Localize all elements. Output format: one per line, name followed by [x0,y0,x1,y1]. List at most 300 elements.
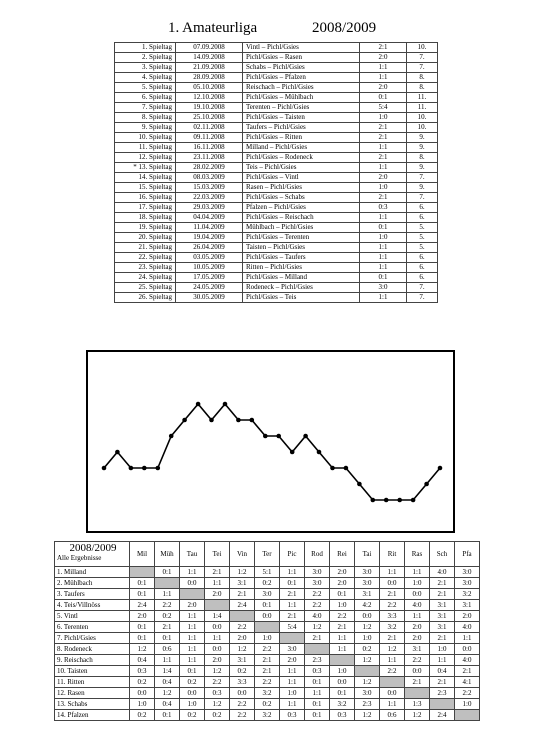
matrix-result-cell: 0:2 [180,710,205,721]
fixture-pos: 8. [407,83,438,93]
matrix-result-cell: 2:1 [305,633,330,644]
matrix-result-cell: 3:0 [280,644,305,655]
table-row [115,53,438,63]
table-row [115,123,438,133]
matrix-result-cell: 1:2 [230,644,255,655]
matrix-result-cell: 1:1 [280,600,305,611]
matrix-result-cell: 2:1 [430,578,455,589]
fixture-date: 28.02.2009 [176,163,243,173]
matrix-self-cell [305,644,330,655]
fixture-match: Pichl/Gsies – Taufers [243,253,360,263]
matrix-result-cell: 3:2 [380,622,405,633]
matrix-result-cell: 0:4 [130,655,155,666]
fixture-date: 23.11.2008 [176,153,243,163]
table-row [55,699,480,710]
fixture-score: 1:1 [360,243,407,253]
table-row [115,93,438,103]
matrix-row-team: 8. Rodeneck [55,644,130,655]
matrix-result-cell: 1:0 [405,578,430,589]
matrix-result-cell: 3:0 [305,567,330,578]
matrix-result-cell: 0:1 [130,622,155,633]
fixture-date: 10.05.2009 [176,263,243,273]
matrix-result-cell: 2:0 [205,655,230,666]
matrix-column-header: Tei [205,542,230,567]
matrix-result-cell: 3:2 [330,699,355,710]
matrix-result-cell: 0:1 [155,710,180,721]
fixture-match: Pichl/Gsies – Ritten [243,133,360,143]
fixture-round: 4. Spieltag [115,73,176,83]
fixture-match: Milland – Pichl/Gsies [243,143,360,153]
fixture-match: Pichl/Gsies – Milland [243,273,360,283]
matrix-result-cell: 2:2 [205,677,230,688]
matrix-result-cell: 2:2 [230,622,255,633]
matrix-result-cell: 1:1 [330,644,355,655]
data-point [182,418,187,423]
fixture-score: 1:0 [360,183,407,193]
fixture-date: 22.03.2009 [176,193,243,203]
table-row [115,143,438,153]
fixture-match: Reischach – Pichl/Gsies [243,83,360,93]
matrix-row-team: 13. Schabs [55,699,130,710]
matrix-result-cell: 1:2 [130,644,155,655]
fixture-match: Pichl/Gsies – Teis [243,293,360,303]
matrix-result-cell: 2:2 [330,611,355,622]
fixture-score: 1:1 [360,63,407,73]
fixture-pos: 11. [407,103,438,113]
matrix-result-cell: 0:0 [230,688,255,699]
fixture-score: 0:1 [360,273,407,283]
matrix-result-cell: 2:1 [380,589,405,600]
matrix-result-cell: 2:1 [455,666,480,677]
matrix-result-cell: 0:0 [205,644,230,655]
matrix-result-cell: 2:0 [205,589,230,600]
fixture-score: 0:3 [360,203,407,213]
matrix-result-cell: 0:2 [255,699,280,710]
fixture-match: Pichl/Gsies – Terenten [243,233,360,243]
data-point [115,450,120,455]
fixture-date: 11.04.2009 [176,223,243,233]
position-chart [86,350,455,533]
fixture-score: 2:1 [360,43,407,53]
matrix-result-cell: 0:1 [255,600,280,611]
fixture-score: 1:0 [360,113,407,123]
matrix-result-cell: 0:0 [180,688,205,699]
matrix-column-header: Ras [405,542,430,567]
fixture-date: 21.09.2008 [176,63,243,73]
matrix-result-cell: 2:0 [180,600,205,611]
matrix-self-cell [455,710,480,721]
table-row [55,578,480,589]
matrix-column-header: Tau [180,542,205,567]
data-point [276,434,281,439]
fixture-round: 24. Spieltag [115,273,176,283]
matrix-column-header: Vin [230,542,255,567]
fixture-match: Vintl – Pichl/Gsies [243,43,360,53]
fixture-pos: 7. [407,53,438,63]
fixture-score: 1:1 [360,163,407,173]
matrix-row-team: 12. Rasen [55,688,130,699]
matrix-column-header: Ter [255,542,280,567]
table-row [115,73,438,83]
matrix-result-cell: 2:1 [155,622,180,633]
matrix-result-cell: 0:2 [130,710,155,721]
fixture-date: 19.10.2008 [176,103,243,113]
matrix-result-cell: 1:4 [205,611,230,622]
table-row [55,677,480,688]
matrix-self-cell [330,655,355,666]
table-row [55,710,480,721]
fixture-pos: 10. [407,113,438,123]
data-point [384,498,389,503]
fixture-score: 1:1 [360,263,407,273]
table-row [115,183,438,193]
matrix-result-cell: 1:2 [355,655,380,666]
matrix-result-cell: 0:1 [155,567,180,578]
matrix-result-cell: 0:1 [180,666,205,677]
matrix-result-cell: 2:1 [430,677,455,688]
matrix-result-cell: 2:2 [455,688,480,699]
fixture-pos: 7. [407,293,438,303]
table-row [55,633,480,644]
matrix-result-cell: 0:1 [280,578,305,589]
matrix-result-cell: 3:0 [455,567,480,578]
matrix-row-team: 9. Reischach [55,655,130,666]
table-row [115,273,438,283]
fixture-pos: 6. [407,213,438,223]
matrix-result-cell: 2:3 [355,699,380,710]
matrix-result-cell: 1:1 [180,567,205,578]
matrix-self-cell [280,633,305,644]
fixture-round: 8. Spieltag [115,113,176,123]
matrix-result-cell: 1:0 [455,699,480,710]
data-point [142,466,147,471]
table-row [115,133,438,143]
matrix-result-cell: 2:4 [430,710,455,721]
matrix-result-cell: 0:4 [430,666,455,677]
matrix-result-cell: 0:4 [155,677,180,688]
fixture-pos: 7. [407,283,438,293]
matrix-result-cell: 0:6 [380,710,405,721]
matrix-result-cell: 0:3 [330,710,355,721]
matrix-result-cell: 2:0 [230,633,255,644]
fixture-score: 1:0 [360,233,407,243]
season-title: 2008/2009 [312,20,377,36]
matrix-result-cell: 3:3 [380,611,405,622]
fixture-pos: 7. [407,193,438,203]
fixture-round: * 13. Spieltag [115,163,176,173]
data-point [344,466,349,471]
data-point [424,482,429,487]
fixture-round: 14. Spieltag [115,173,176,183]
matrix-result-cell: 1:0 [330,666,355,677]
matrix-result-cell: 2:1 [255,655,280,666]
matrix-result-cell: 1:1 [405,567,430,578]
matrix-result-cell: 0:1 [305,699,330,710]
fixture-score: 3:0 [360,283,407,293]
data-point [196,402,201,407]
matrix-result-cell: 1:1 [305,688,330,699]
data-point [250,418,255,423]
matrix-result-cell: 3:0 [355,688,380,699]
fixture-round: 2. Spieltag [115,53,176,63]
fixture-match: Pichl/Gsies – Vintl [243,173,360,183]
fixture-score: 1:1 [360,143,407,153]
table-row [55,600,480,611]
matrix-row-team: 14. Pfalzen [55,710,130,721]
fixture-match: Terenten – Pichl/Gsies [243,103,360,113]
matrix-column-header: Rei [330,542,355,567]
data-point [236,418,241,423]
matrix-result-cell: 2:2 [255,644,280,655]
data-point [290,450,295,455]
matrix-result-cell: 1:1 [380,655,405,666]
matrix-subtitle: Alle Ergebnisse [57,554,102,562]
fixture-round: 25. Spieltag [115,283,176,293]
fixture-round: 11. Spieltag [115,143,176,153]
matrix-result-cell: 1:1 [330,633,355,644]
data-point [156,466,161,471]
matrix-result-cell: 1:2 [355,710,380,721]
matrix-column-header: Pic [280,542,305,567]
matrix-result-cell: 1:2 [355,677,380,688]
fixture-score: 5:4 [360,103,407,113]
matrix-result-cell: 3:1 [230,578,255,589]
fixture-score: 2:1 [360,133,407,143]
fixture-round: 5. Spieltag [115,83,176,93]
table-row [55,589,480,600]
matrix-row-team: 7. Pichl/Gsies [55,633,130,644]
fixture-match: Pichl/Gsies – Mühlbach [243,93,360,103]
fixture-date: 19.04.2009 [176,233,243,243]
fixture-date: 03.05.2009 [176,253,243,263]
fixture-match: Pfalzen – Pichl/Gsies [243,203,360,213]
series-line [104,404,440,500]
matrix-result-cell: 1:1 [180,611,205,622]
results-matrix [54,541,480,721]
matrix-result-cell: 2:1 [205,567,230,578]
matrix-row-team: 3. Taufers [55,589,130,600]
matrix-result-cell: 0:2 [230,666,255,677]
fixture-date: 29.03.2009 [176,203,243,213]
table-row [55,666,480,677]
fixture-pos: 9. [407,183,438,193]
matrix-result-cell: 1:1 [180,655,205,666]
fixture-pos: 6. [407,203,438,213]
data-point [357,482,362,487]
fixture-match: Teis – Pichl/Gsies [243,163,360,173]
matrix-result-cell: 1:1 [180,644,205,655]
matrix-result-cell: 1:1 [380,699,405,710]
matrix-result-cell: 2:1 [255,666,280,677]
fixture-pos: 6. [407,273,438,283]
matrix-result-cell: 3:1 [455,600,480,611]
data-point [317,450,322,455]
matrix-result-cell: 0:2 [255,578,280,589]
data-point [397,498,402,503]
matrix-result-cell: 0:0 [130,688,155,699]
fixture-pos: 5. [407,233,438,243]
matrix-result-cell: 0:1 [330,688,355,699]
fixture-round: 26. Spieltag [115,293,176,303]
matrix-result-cell: 3:2 [255,688,280,699]
matrix-result-cell: 1:4 [155,666,180,677]
table-row [115,193,438,203]
table-row [115,293,438,303]
matrix-result-cell: 4:0 [305,611,330,622]
matrix-row-team: 6. Terenten [55,622,130,633]
matrix-result-cell: 1:1 [155,589,180,600]
matrix-result-cell: 0:1 [130,578,155,589]
matrix-result-cell: 0:6 [155,644,180,655]
fixture-match: Pichl/Gsies – Rasen [243,53,360,63]
matrix-result-cell: 2:1 [405,677,430,688]
matrix-result-cell: 1:2 [205,666,230,677]
fixture-pos: 11. [407,93,438,103]
fixture-round: 19. Spieltag [115,223,176,233]
fixture-date: 12.10.2008 [176,93,243,103]
fixture-match: Mühlbach – Pichl/Gsies [243,223,360,233]
matrix-column-header: Mil [130,542,155,567]
matrix-result-cell: 0:1 [130,589,155,600]
fixture-date: 04.04.2009 [176,213,243,223]
fixture-score: 1:1 [360,293,407,303]
matrix-result-cell: 1:1 [180,633,205,644]
matrix-result-cell: 0:0 [180,578,205,589]
fixture-date: 30.05.2009 [176,293,243,303]
matrix-result-cell: 1:1 [280,677,305,688]
matrix-result-cell: 4:0 [405,600,430,611]
table-row [115,103,438,113]
matrix-result-cell: 0:0 [405,666,430,677]
table-row [115,113,438,123]
fixture-pos: 9. [407,133,438,143]
matrix-result-cell: 2:3 [430,688,455,699]
matrix-column-header: Tai [355,542,380,567]
fixture-score: 1:1 [360,253,407,263]
matrix-result-cell: 1:1 [430,655,455,666]
fixture-date: 28.09.2008 [176,73,243,83]
fixture-round: 18. Spieltag [115,213,176,223]
matrix-result-cell: 1:2 [405,710,430,721]
matrix-result-cell: 4:0 [430,567,455,578]
table-row [55,655,480,666]
matrix-result-cell: 2:2 [305,600,330,611]
fixture-score: 1:1 [360,213,407,223]
matrix-self-cell [180,589,205,600]
matrix-result-cell: 3:3 [230,677,255,688]
fixture-round: 16. Spieltag [115,193,176,203]
fixture-match: Ritten – Pichl/Gsies [243,263,360,273]
matrix-result-cell: 3:0 [355,578,380,589]
matrix-result-cell: 1:2 [205,699,230,710]
fixture-score: 2:0 [360,83,407,93]
matrix-column-header: Müh [155,542,180,567]
matrix-result-cell: 1:0 [280,688,305,699]
matrix-result-cell: 1:3 [405,699,430,710]
fixture-pos: 5. [407,223,438,233]
matrix-result-cell: 0:2 [205,710,230,721]
fixture-round: 23. Spieltag [115,263,176,273]
fixture-pos: 5. [407,243,438,253]
matrix-result-cell: 2:2 [380,666,405,677]
matrix-result-cell: 2:2 [230,710,255,721]
data-point [102,466,107,471]
table-row [55,688,480,699]
matrix-self-cell [405,688,430,699]
fixture-score: 0:1 [360,223,407,233]
matrix-row-team: 5. Vintl [55,611,130,622]
fixture-score: 1:1 [360,73,407,83]
matrix-column-header: Sch [430,542,455,567]
fixture-match: Pichl/Gsies – Rodeneck [243,153,360,163]
matrix-result-cell: 1:2 [305,622,330,633]
data-point [223,402,228,407]
matrix-corner [55,542,130,567]
matrix-result-cell: 1:1 [280,666,305,677]
matrix-result-cell: 1:1 [280,699,305,710]
matrix-result-cell: 0:3 [205,688,230,699]
fixture-pos: 9. [407,163,438,173]
fixture-date: 05.10.2008 [176,83,243,93]
position-chart-svg [88,352,453,531]
data-point [169,434,174,439]
matrix-result-cell: 2:0 [330,578,355,589]
matrix-result-cell: 1:2 [355,622,380,633]
matrix-result-cell: 2:3 [305,655,330,666]
matrix-result-cell: 2:0 [330,567,355,578]
matrix-result-cell: 1:1 [155,655,180,666]
matrix-result-cell: 0:2 [355,644,380,655]
fixture-match: Pichl/Gsies – Schabs [243,193,360,203]
matrix-self-cell [130,567,155,578]
table-row [115,153,438,163]
table-row [115,283,438,293]
matrix-result-cell: 1:0 [430,644,455,655]
data-point [438,466,443,471]
fixture-round: 7. Spieltag [115,103,176,113]
fixture-date: 16.11.2008 [176,143,243,153]
fixtures-table [114,42,438,303]
matrix-result-cell: 0:1 [305,710,330,721]
matrix-result-cell: 2:0 [130,611,155,622]
fixture-pos: 8. [407,153,438,163]
matrix-result-cell: 4:0 [455,622,480,633]
matrix-result-cell: 2:0 [455,611,480,622]
fixture-score: 2:0 [360,173,407,183]
matrix-result-cell: 0:0 [330,677,355,688]
matrix-result-cell: 2:1 [280,589,305,600]
matrix-result-cell: 3:1 [355,589,380,600]
data-point [330,466,335,471]
matrix-result-cell: 0:0 [255,611,280,622]
matrix-result-cell: 1:1 [380,567,405,578]
matrix-result-cell: 3:1 [430,611,455,622]
fixture-round: 20. Spieltag [115,233,176,243]
fixture-pos: 7. [407,173,438,183]
matrix-self-cell [380,677,405,688]
fixture-round: 10. Spieltag [115,133,176,143]
data-point [209,418,214,423]
fixture-score: 2:1 [360,193,407,203]
matrix-result-cell: 2:2 [305,589,330,600]
matrix-result-cell: 3:1 [230,655,255,666]
matrix-result-cell: 1:1 [180,622,205,633]
matrix-result-cell: 3:1 [430,622,455,633]
table-row [115,63,438,73]
matrix-result-cell: 2:1 [230,589,255,600]
fixture-date: 14.09.2008 [176,53,243,63]
fixture-match: Rasen – Pichl/Gsies [243,183,360,193]
